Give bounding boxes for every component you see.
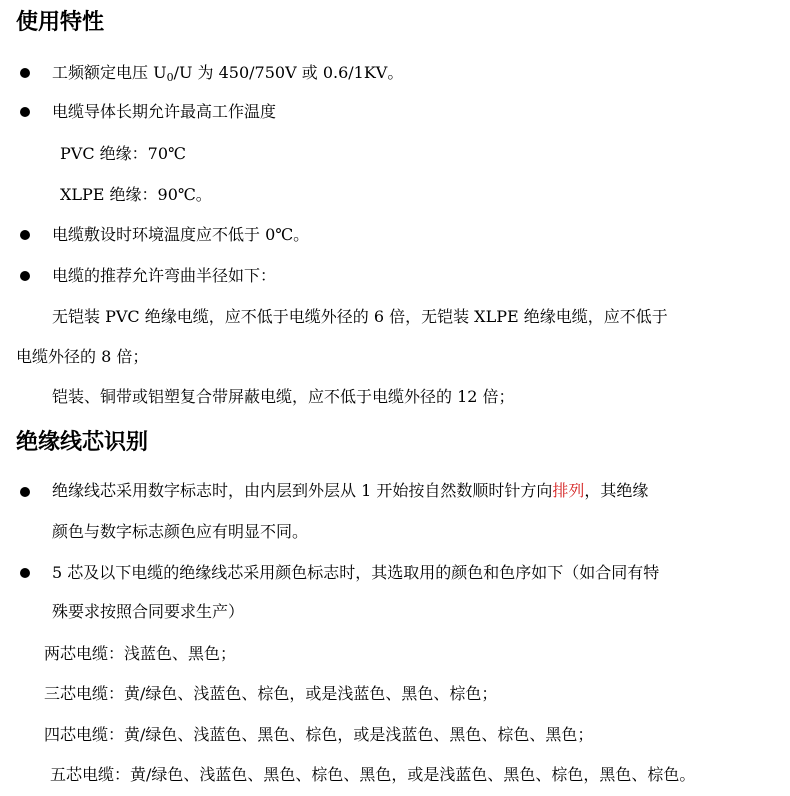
temp-line: 电缆导体长期允许最高工作温度: [52, 102, 277, 121]
unarmored-line: 无铠装 PVC 绝缘电缆，应不低于电缆外径的 6 倍，无铠装 XLPE 绝缘电缆，应不低于: [52, 307, 668, 326]
bullet-icon: [20, 271, 30, 281]
bullet-icon: [20, 487, 30, 497]
bend-radius-line: 电缆的推荐允许弯曲半径如下：: [52, 266, 277, 285]
armored-line: 铠装、铜带或铝塑复合带屏蔽电缆，应不低于电缆外径的 12 倍；: [52, 387, 515, 406]
unarmored-line-cont: 电缆外径的 8 倍；: [16, 347, 149, 366]
ambient-temp-line: 电缆敷设时环境温度应不低于 0℃。: [52, 225, 310, 244]
section-title-usage: 使用特性: [16, 10, 105, 35]
five-core-line: 五芯电缆：黄/绿色、浅蓝色、黑色、棕色、黑色，或是浅蓝色、黑色、棕色，黑色、棕色。: [50, 765, 696, 784]
four-core-line: 四芯电缆：黄/绿色、浅蓝色、黑色、棕色，或是浅蓝色、黑色、棕色、黑色；: [44, 725, 594, 744]
xlpe-line: XLPE 绝缘：90℃。: [60, 185, 212, 204]
section-title-core-id: 绝缘线芯识别: [16, 430, 149, 455]
number-marking-line: 绝缘线芯采用数字标志时，由内层到外层从 1 开始按自然数顺时针方向排列，其绝缘: [52, 481, 649, 500]
two-core-line: 两芯电缆：浅蓝色、黑色；: [44, 644, 237, 663]
bullet-icon: [20, 230, 30, 240]
pvc-line: PVC 绝缘：70℃: [60, 144, 186, 163]
color-marking-line: 5 芯及以下电缆的绝缘线芯采用颜色标志时，其选取用的颜色和色序如下（如合同有特: [52, 563, 660, 582]
bullet-icon: [20, 568, 30, 578]
number-marking-line-cont: 颜色与数字标志颜色应有明显不同。: [52, 522, 309, 541]
bullet-icon: [20, 107, 30, 117]
color-marking-line-cont: 殊要求按照合同要求生产）: [52, 602, 245, 621]
bullet-icon: [20, 68, 30, 78]
voltage-line: 工频额定电压 $U_0/U$ 为 450/750V 或 0.6/1KV。: [52, 63, 404, 84]
three-core-line: 三芯电缆：黄/绿色、浅蓝色、棕色，或是浅蓝色、黑色、棕色；: [44, 684, 498, 703]
